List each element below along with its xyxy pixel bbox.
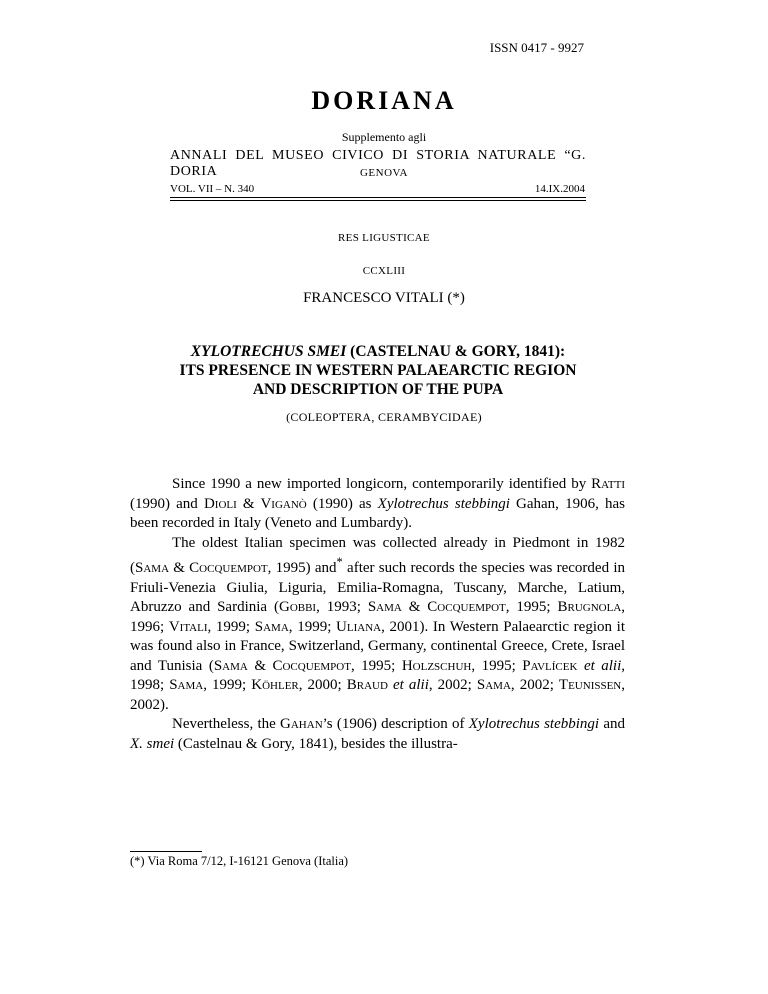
species-name: X. smei (130, 735, 175, 752)
citation: Uliana (336, 618, 382, 635)
citation: Sama (476, 677, 511, 693)
article-subtitle: (COLEOPTERA, CERAMBYCIDAE) (286, 410, 482, 424)
article-title (140, 342, 616, 399)
paragraph-1: Since 1990 a new imported longicorn, contemporarily identified by Ratti (1990) and Dioli & Viganò (1990) as Xylotrechus stebbingi Gahan, 1906, has been recorded in Italy (Veneto and Lumbardy). (130, 476, 625, 531)
author: FRANCESCO VITALI (*) (303, 290, 465, 306)
citation: Ratti (591, 476, 625, 492)
annali-line: ANNALI DEL MUSEO CIVICO DI STORIA NATURALE “G. DORIA (170, 148, 586, 179)
citation: Gobbi (278, 599, 317, 615)
citation: Gahan (280, 716, 323, 732)
citation: Vitali (168, 618, 208, 635)
title-species: XYLOTRECHUS SMEI (190, 343, 347, 360)
species-name: Xylotrechus stebbingi (468, 716, 600, 732)
citation: Sama & Cocquempot (135, 560, 268, 576)
footnote-marker: * (336, 555, 343, 569)
citation: Dioli & Viganò (203, 495, 307, 512)
citation: Sama (169, 677, 204, 693)
citation: Holzschuh (401, 657, 472, 674)
journal-title: DORIANA (311, 86, 457, 115)
paragraph-2: The oldest Italian specimen was collected already in Piedmont in 1982 (Sama & Cocquempot, 1995) and* after such records the species was recorded in Friuli-Venezia Giulia, Liguria, Emilia-Romagna, Tuscany, Marche, Latium, Abruzzo and Sardinia (Gobbi, 1993; Sama & Cocquempot, 1995; Brugnola, 1996; Vitali, 1999; Sama, 1999; Uliana, 2001). In Western Palaearctic region it was found also in France, Switzerland, Germany, continental Greece, Crete, Israel and Tunisia (Sama & Cocquempot, 1995; Holzschuh, 1995; Pavlícek et alii, 1998; Sama, 1999; Köhler, 2000; Braud et alii, 2002; Sama, 2002; Teunissen, 2002). (130, 534, 626, 713)
volume-number: VOL. VII – N. 340 (170, 183, 255, 195)
citation: Braud (346, 677, 388, 693)
city-line: GENOVA (359, 167, 409, 179)
footnote-rule (130, 851, 202, 852)
header-rule-top (170, 197, 586, 198)
paragraph-3: Nevertheless, the Gahan’s (1906) description of Xylotrechus stebbingi and X. smei (Castelnau & Gory, 1841), besides the illustra- (130, 716, 625, 752)
title-line-1 (140, 342, 616, 361)
citation: Sama & Cocquempot (367, 599, 506, 615)
footnote: (*) Via Roma 7/12, I-16121 Genova (Italia) (130, 854, 349, 868)
citation: Sama (254, 618, 289, 635)
citation: Pavlícek (522, 657, 578, 674)
citation: Sama & Cocquempot (213, 657, 351, 674)
issn: ISSN 0417 - 9927 (489, 40, 584, 55)
citation: Köhler (251, 677, 299, 693)
citation: Brugnola (557, 599, 622, 615)
title-line-3: AND DESCRIPTION OF THE PUPA (252, 381, 504, 398)
series-name: RES LIGUSTICAE (338, 232, 430, 244)
supplement-line: Supplemento agli (341, 130, 427, 144)
series-number: CCXLIII (362, 265, 406, 277)
header-rule-bottom (170, 200, 586, 201)
body-text (130, 475, 625, 754)
title-authority: (CASTELNAU & GORY, 1841): (346, 343, 566, 360)
citation: Teunissen (558, 677, 622, 693)
species-name: Xylotrechus stebbingi (377, 495, 510, 512)
title-line-2: ITS PRESENCE IN WESTERN PALAEARCTIC REGION (179, 362, 577, 379)
issue-date: 14.IX.2004 (534, 183, 585, 195)
